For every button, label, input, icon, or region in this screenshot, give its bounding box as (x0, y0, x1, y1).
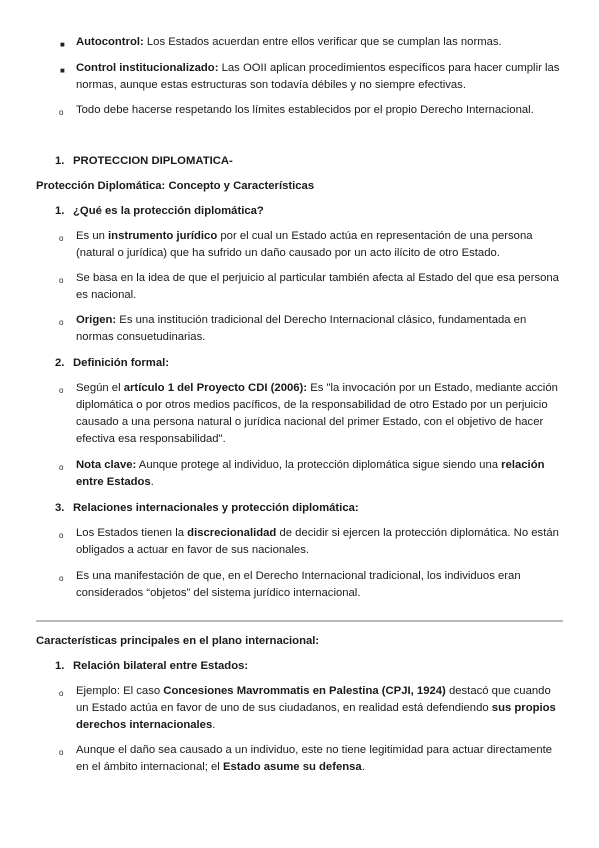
item-number: 1. (55, 660, 65, 672)
list-item: Control institucionalizado: Las OOII aplican procedimientos específicos para hacer cumplir las normas, aunque estas estructuras son todavía débiles y no siempre efectivas. (76, 62, 560, 91)
circle-bullet-icon: o (59, 748, 64, 757)
subheading: Protección Diplomática: Concepto y Características (36, 180, 315, 192)
list-item: Todo debe hacerse respetando los límites establecidos por el propio Derecho Internacional. (76, 104, 534, 116)
list-item: Se basa en la idea de que el perjuicio al particular también afecta al Estado del que esa persona es nacional. (76, 272, 559, 301)
list-item: Nota clave: Aunque protege al individuo, la protección diplomática sigue siendo una relación entre Estados. (76, 459, 545, 488)
circle-bullet-icon: o (59, 463, 64, 472)
item-number: 1. (55, 205, 65, 217)
list-item: Aunque el daño sea causado a un individuo, este no tiene legitimidad para actuar directamente en el ámbito internacional; el Estado asume su defensa. (76, 744, 553, 773)
circle-bullet-icon: o (59, 689, 64, 698)
circle-bullet-icon: o (59, 531, 64, 540)
subheading: Características principales en el plano internacional: (36, 635, 320, 647)
item-title: Relación bilateral entre Estados: (73, 660, 249, 672)
list-item: Los Estados tienen la discrecionalidad de decidir si ejercen la protección diplomática. No están obligados a actuar en favor de sus nacionales. (76, 527, 559, 556)
list-item: Es una manifestación de que, en el Derecho Internacional tradicional, los individuos eran considerados “objetos” del sistema jurídico internacional. (76, 570, 521, 599)
section-title: PROTECCION DIPLOMATICA- (73, 155, 233, 167)
circle-bullet-icon: o (59, 318, 64, 327)
item-number: 2. (55, 357, 65, 369)
section-number: 1. (55, 155, 65, 167)
square-bullet-icon: ■ (60, 66, 65, 75)
circle-bullet-icon: o (59, 276, 64, 285)
circle-bullet-icon: o (59, 108, 64, 117)
item-number: 3. (55, 502, 65, 514)
item-title: Definición formal: (73, 357, 170, 369)
item-title: Relaciones internacionales y protección diplomática: (73, 502, 359, 514)
circle-bullet-icon: o (59, 574, 64, 583)
list-item: Autocontrol: Los Estados acuerdan entre ellos verificar que se cumplan las normas. (76, 36, 502, 48)
list-item: Ejemplo: El caso Concesiones Mavrommatis en Palestina (CPJI, 1924) destacó que cuando un Estado actúa en favor de uno de sus ciudadanos, en realidad está defendiendo sus propios derechos internacionales. (76, 685, 556, 731)
circle-bullet-icon: o (59, 386, 64, 395)
horizontal-divider (36, 620, 563, 622)
list-item: Según el artículo 1 del Proyecto CDI (2006): Es "la invocación por un Estado, mediante acción diplomática o por otros medios pacíficos, de la responsabilidad de otro Estado por un perjuicio causado a una persona natural o jurídica nacional del primer Estado, con el objetivo de hacer efectiva esa responsabilidad". (76, 382, 558, 445)
list-item: Es un instrumento jurídico por el cual un Estado actúa en representación de una persona (natural o jurídica) que ha sufrido un daño causado por un acto ilícito de otro Estado. (76, 230, 533, 259)
circle-bullet-icon: o (59, 234, 64, 243)
list-item: Origen: Es una institución tradicional del Derecho Internacional clásico, fundamentada en normas consuetudinarias. (76, 314, 527, 343)
square-bullet-icon: ■ (60, 40, 65, 49)
item-title: ¿Qué es la protección diplomática? (73, 205, 264, 217)
